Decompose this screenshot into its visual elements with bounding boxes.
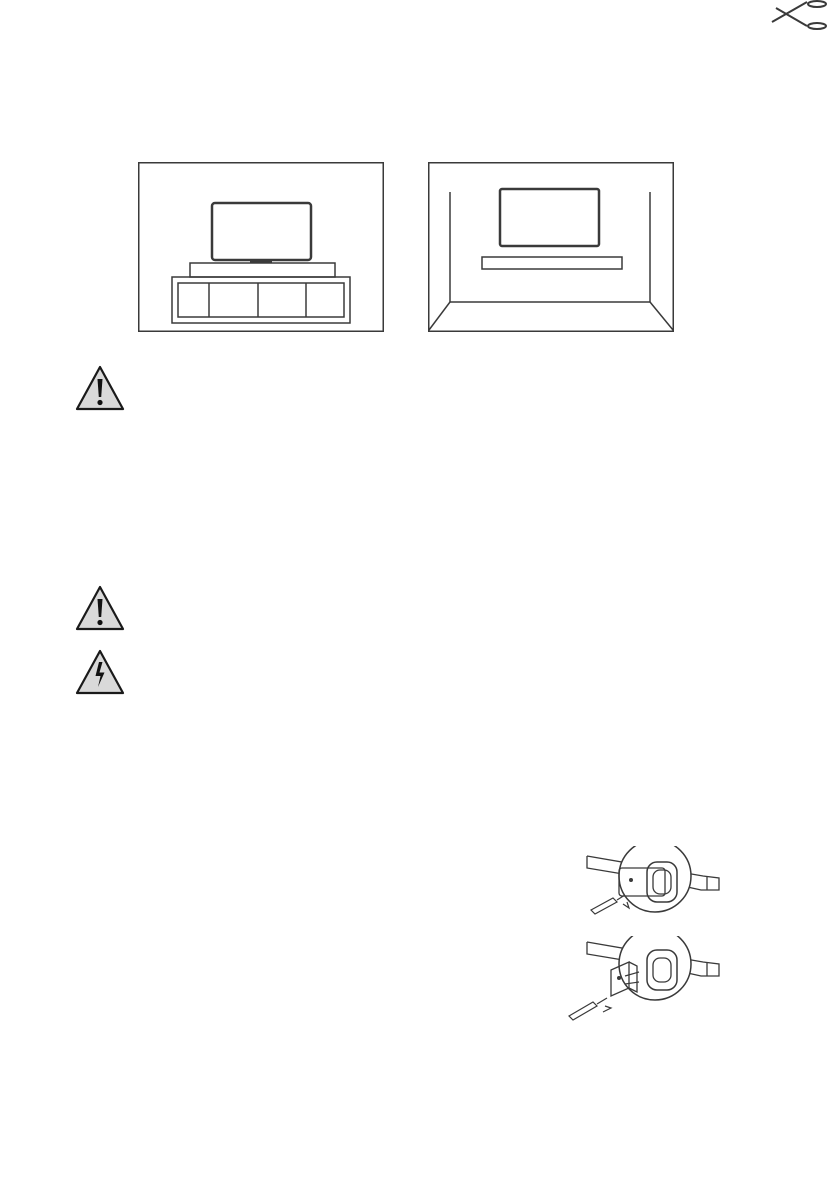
placement-figure-wall [428, 162, 674, 332]
scissors-icon [762, 0, 832, 30]
bracket-mount-illustration-1 [583, 846, 723, 918]
bracket-mount-illustration-2 [567, 936, 723, 1022]
warning-exclamation-icon [74, 364, 126, 412]
warning-exclamation-icon [74, 584, 126, 632]
electric-shock-icon [74, 648, 126, 696]
placement-figure-cabinet [138, 162, 384, 332]
